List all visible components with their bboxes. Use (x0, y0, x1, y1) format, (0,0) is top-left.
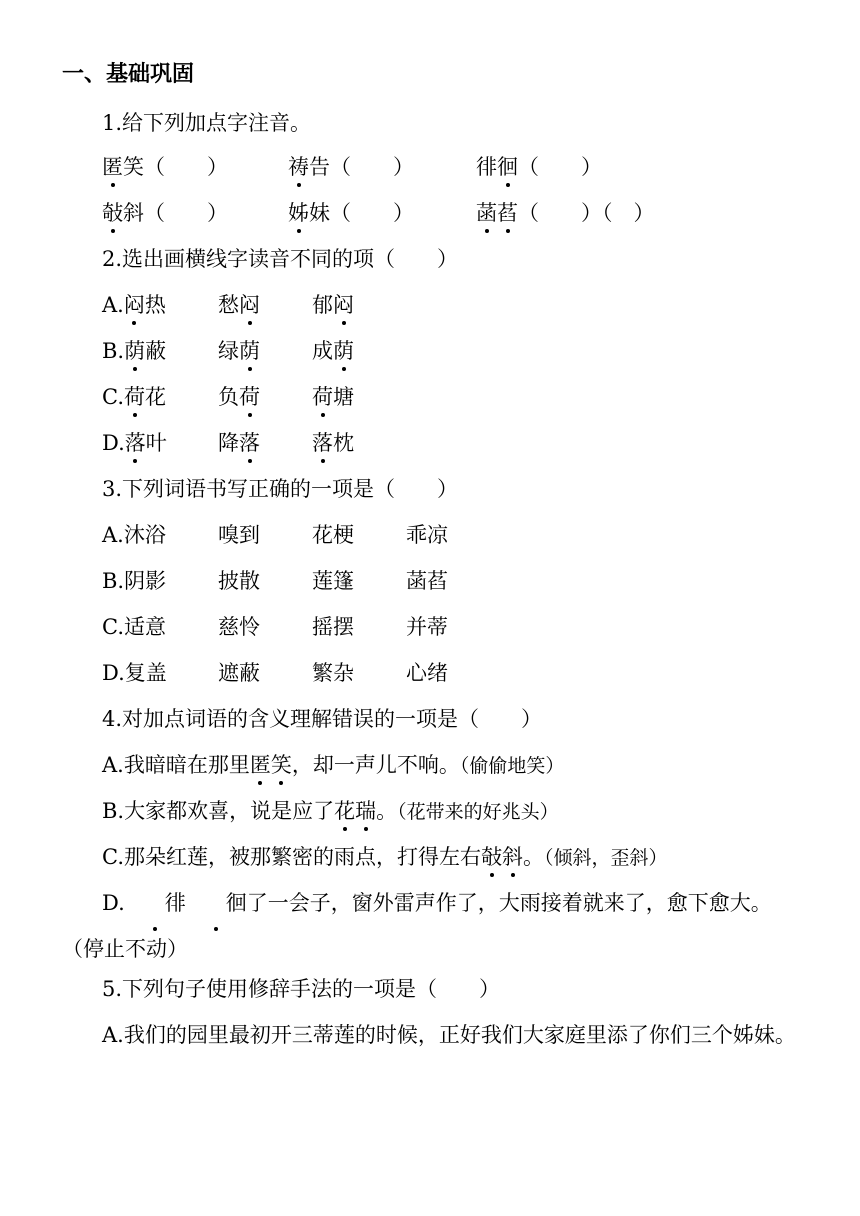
q5-option-a: A.我们的园里最初开三蒂莲的时候，正好我们大家庭里添了你们三个姊妹。 (102, 1023, 796, 1047)
q5-stem: 5.下列句子使用修辞手法的一项是（ ） (102, 977, 501, 1001)
q1-item: 祷告（ ） (288, 152, 414, 182)
q4-option-b: B.大家都欢喜，说是应了花瑞。（花带来的好兆头） (102, 796, 559, 826)
q1-row2 (102, 198, 802, 228)
q3-option-b: B.阴影 披散 莲篷 菡萏 (102, 569, 448, 593)
q1-row1 (102, 152, 802, 182)
q2-option-b: B.荫蔽 绿荫 成荫 (102, 336, 702, 366)
q1-item: 匿笑（ ） (102, 152, 228, 182)
q2-stem: 2.选出画横线字读音不同的项（ ） (102, 247, 459, 271)
q4-option-c: C.那朵红莲，被那繁密的雨点，打得左右敧斜。（倾斜，歪斜） (102, 842, 668, 872)
q1-item: 菡萏（ ）（ ） (476, 198, 655, 228)
q3-option-a: A.沐浴 嗅到 花梗 乖凉 (102, 523, 448, 547)
q1-item: 姊妹（ ） (288, 198, 414, 228)
section-title: 一、基础巩固 (62, 62, 195, 87)
q4-option-a: A.我暗暗在那里匿笑，却一声儿不响。（偷偷地笑） (102, 750, 564, 780)
q1-stem: 1.给下列加点字注音。 (102, 111, 312, 135)
q1-item: 敧斜（ ） (102, 198, 228, 228)
q4-stem: 4.对加点词语的含义理解错误的一项是（ ） (102, 707, 543, 731)
q1-item: 徘徊（ ） (476, 152, 602, 182)
q3-stem: 3.下列词语书写正确的一项是（ ） (102, 477, 459, 501)
q3-option-d: D.复盖 遮蔽 繁杂 心绪 (102, 661, 448, 685)
q3-option-c: C.适意 慈怜 摇摆 并蒂 (102, 615, 448, 639)
q2-option-a: A.闷热 愁闷 郁闷 (102, 290, 702, 320)
q2-option-d: D.落叶 降落 落枕 (102, 428, 702, 458)
q2-option-c: C.荷花 负荷 荷塘 (102, 382, 702, 412)
q4-option-d: D. 徘 徊了一会子，窗外雷声作了，大雨接着就来了，愈下愈大。（停止不动） (62, 880, 802, 972)
